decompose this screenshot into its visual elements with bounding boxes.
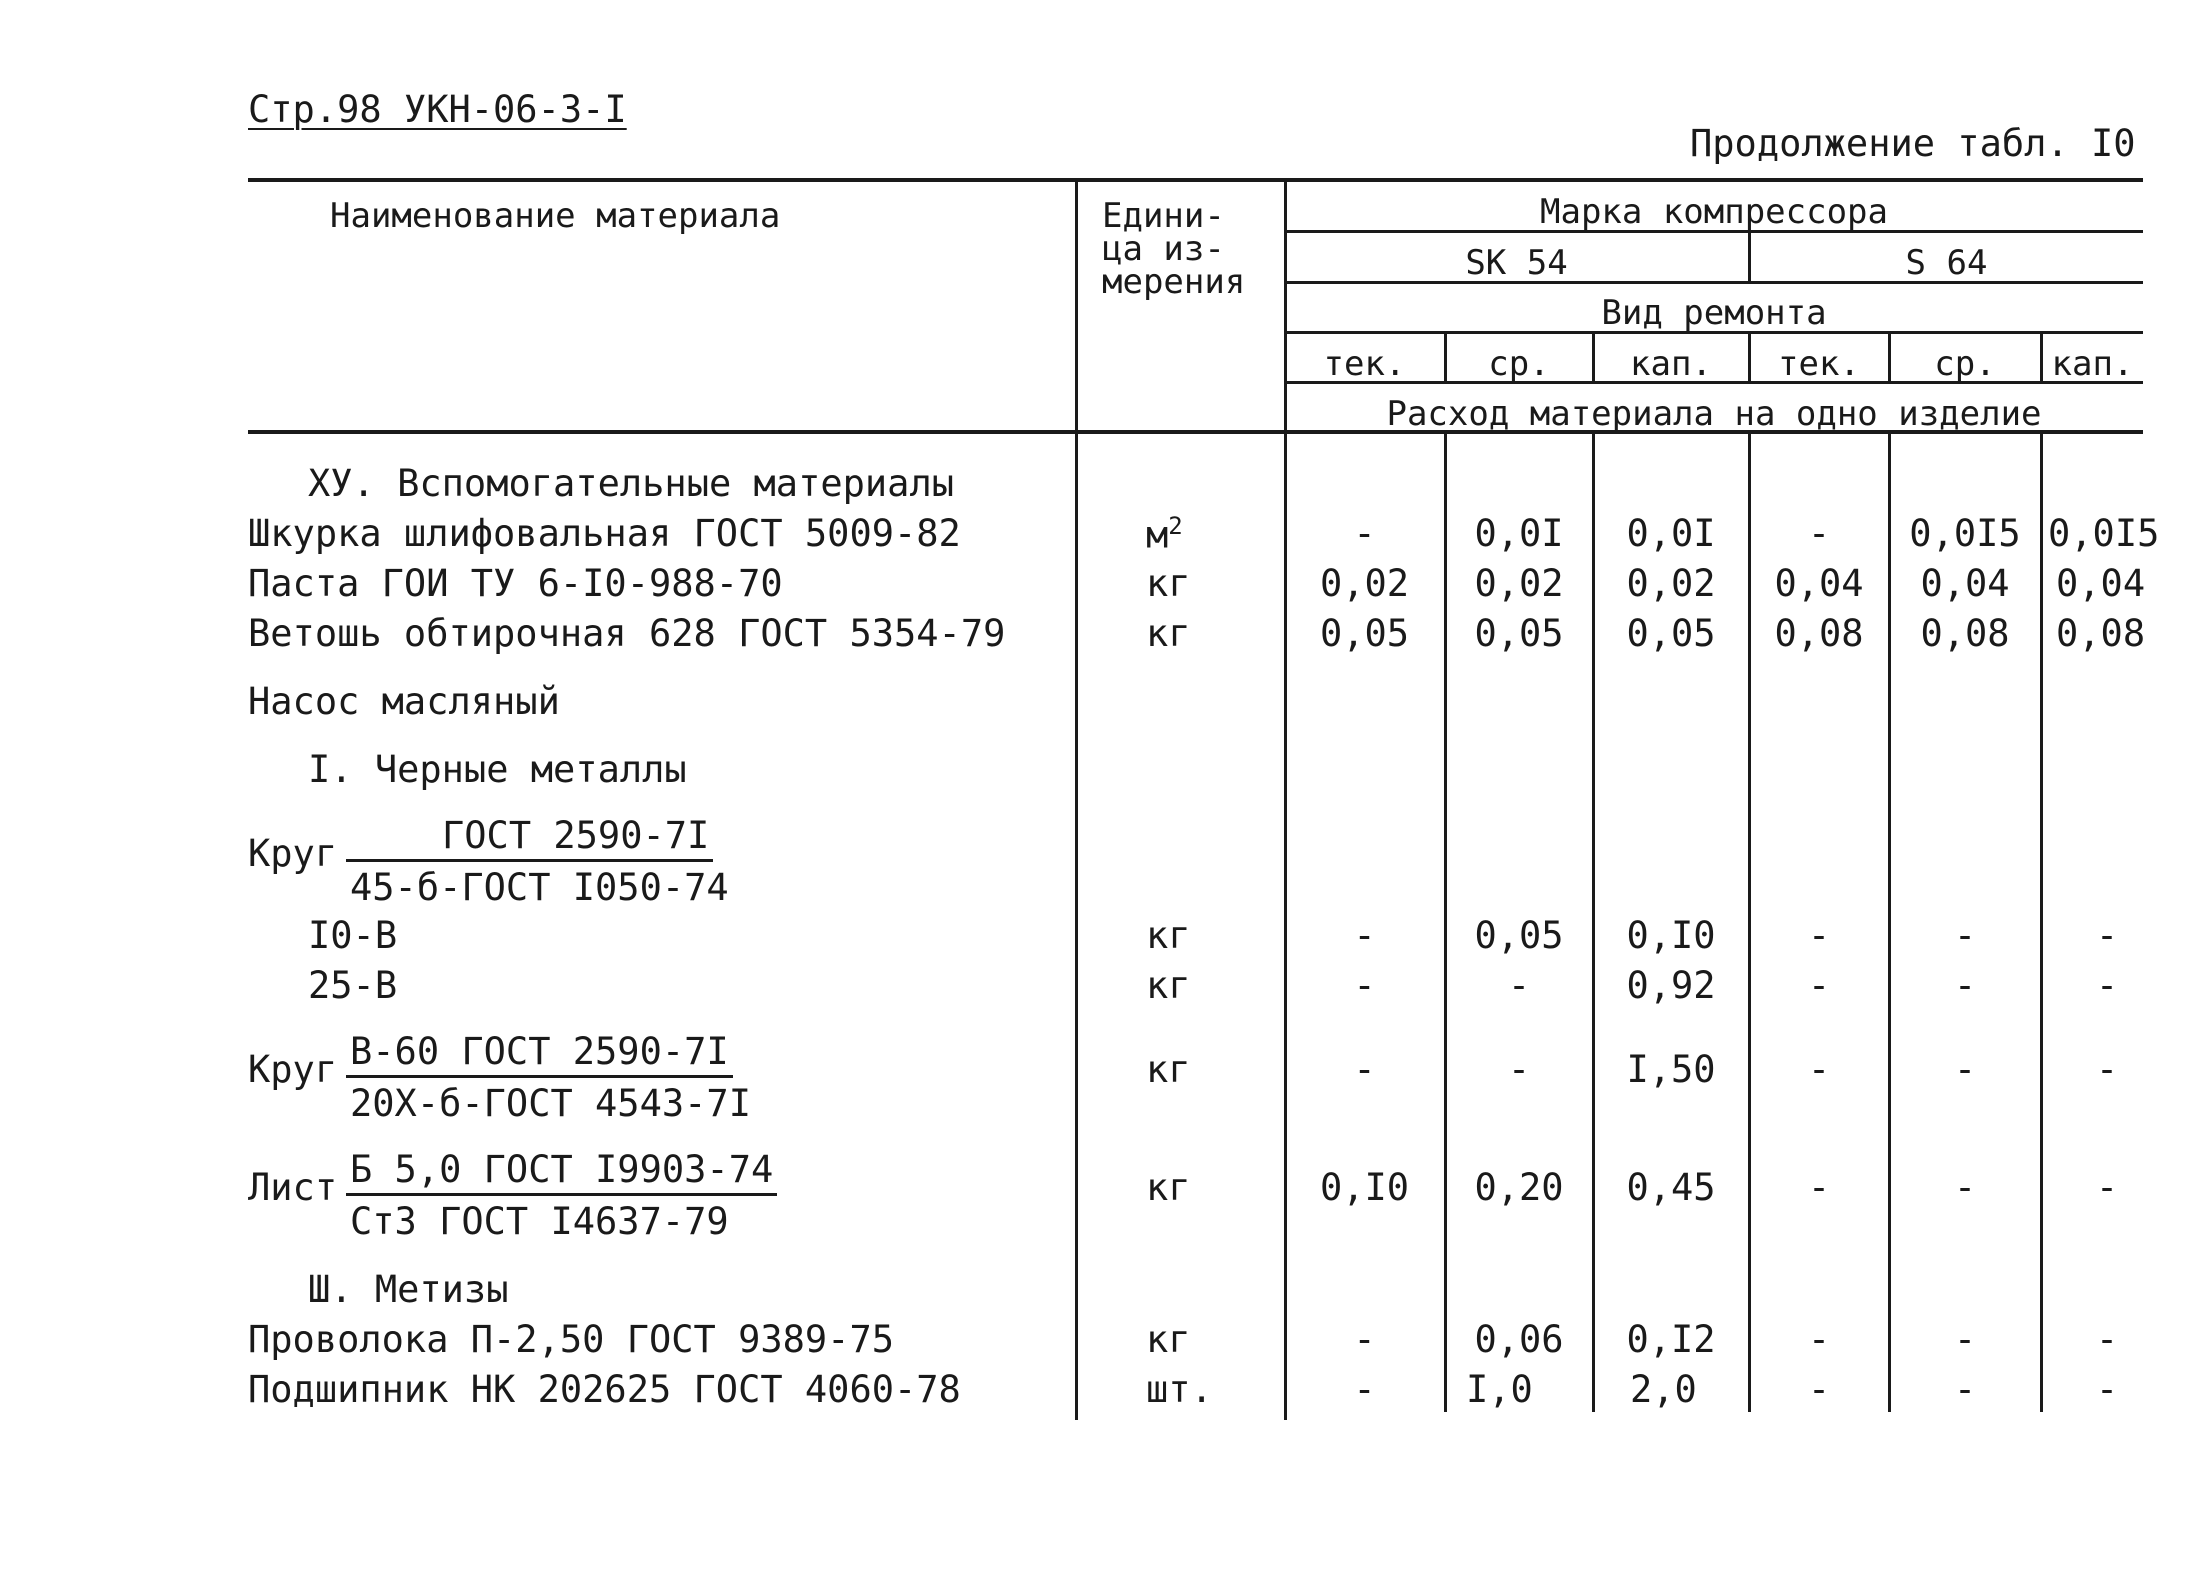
- section-heading: Ш. Метизы: [308, 1268, 509, 1311]
- cell: 0,0I: [1626, 512, 1716, 555]
- header-col-tek-2: тек.: [1778, 344, 1860, 384]
- cell: -: [2095, 1166, 2119, 1209]
- cell: 0,05: [1474, 914, 1564, 957]
- fraction-denominator: 20Х-б-ГОСТ 4543-7I: [350, 1082, 751, 1125]
- header-unit-line3: мерения: [1102, 262, 1246, 302]
- cell: I,0: [1466, 1368, 1533, 1411]
- cell: -: [1353, 914, 1376, 957]
- table-continuation-label: Продолжение табл. I0: [1690, 122, 2136, 165]
- cell: -: [1953, 1166, 1977, 1209]
- row-unit: кг: [1146, 1166, 1191, 1209]
- header-model-sk54: SK 54: [1465, 243, 1568, 283]
- cell: I,50: [1626, 1048, 1716, 1091]
- row-unit: [1146, 512, 1183, 556]
- fraction-label: Лист: [248, 1166, 338, 1209]
- pump-title: Насос масляный: [248, 680, 560, 723]
- cell: -: [1953, 1048, 1977, 1091]
- fraction-numerator: В-60 ГОСТ 2590-7I: [346, 1030, 733, 1078]
- header-unit-line2: ца из-: [1102, 229, 1225, 269]
- row-unit: кг: [1146, 562, 1191, 605]
- fraction: [346, 814, 733, 909]
- cell: 0,I0: [1626, 914, 1716, 957]
- row-name: I0-В: [308, 914, 398, 957]
- cell: 0,20: [1474, 1166, 1564, 1209]
- unit-text: м: [1146, 513, 1169, 557]
- cell: 0,08: [1774, 612, 1864, 655]
- row-name: Ветошь обтирочная 628 ГОСТ 5354-79: [248, 612, 1006, 655]
- cell: -: [2095, 1368, 2119, 1411]
- fraction: [346, 1030, 755, 1125]
- page-reference: Стр.98 УКН-06-3-I: [248, 88, 627, 131]
- cell: 0,04: [1920, 562, 2010, 605]
- cell: -: [2095, 1048, 2119, 1091]
- cell: 0,0I: [1474, 512, 1564, 555]
- header-col-sr-1: ср.: [1488, 344, 1550, 384]
- table-top-rule: [248, 178, 2143, 182]
- row-name: 25-В: [308, 964, 398, 1007]
- row-unit: кг: [1146, 914, 1191, 957]
- cell: -: [1807, 964, 1831, 1007]
- cell: -: [2095, 964, 2119, 1007]
- unit-superscript: 2: [1168, 512, 1183, 540]
- fraction-numerator: Б 5,0 ГОСТ I9903-74: [346, 1148, 777, 1196]
- cell: 0,05: [1626, 612, 1716, 655]
- header-model-s64: S 64: [1905, 243, 1988, 283]
- row-name: Проволока П-2,50 ГОСТ 9389-75: [248, 1318, 895, 1361]
- cell: -: [1807, 1048, 1831, 1091]
- cell: -: [1807, 1368, 1831, 1411]
- cell: -: [2095, 914, 2119, 957]
- fraction-numerator: ГОСТ 2590-7I: [346, 814, 713, 862]
- cell: -: [1353, 1368, 1376, 1411]
- section-heading: ХУ. Вспомогательные материалы: [308, 462, 955, 505]
- cell: -: [1807, 1166, 1831, 1209]
- fraction-label: Круг: [248, 832, 338, 875]
- col-divider-name: [1075, 180, 1078, 1420]
- cell: -: [1953, 1368, 1977, 1411]
- row-name: Паста ГОИ ТУ 6-I0-988-70: [248, 562, 783, 605]
- cell: -: [1953, 1318, 1977, 1361]
- row-unit: кг: [1146, 612, 1191, 655]
- row-name: Шкурка шлифовальная ГОСТ 5009-82: [248, 512, 961, 555]
- cell: 0,05: [1319, 612, 1410, 655]
- cell: 0,04: [2056, 562, 2146, 605]
- cell: -: [1353, 1048, 1376, 1091]
- row-name: Подшипник НК 202625 ГОСТ 4060-78: [248, 1368, 961, 1411]
- fraction-denominator: 45-б-ГОСТ I050-74: [350, 866, 729, 909]
- cell: 2,0: [1630, 1368, 1697, 1411]
- header-material-name: Наименование материала: [330, 196, 781, 236]
- row-unit: кг: [1146, 964, 1191, 1007]
- header-col-sr-2: ср.: [1934, 344, 1996, 384]
- section-heading: I. Черные металлы: [308, 748, 687, 791]
- cell: -: [1807, 512, 1831, 555]
- cell: -: [2095, 1318, 2119, 1361]
- cell: -: [1507, 964, 1531, 1007]
- header-col-kap-2: кап.: [2051, 344, 2134, 384]
- header-repair-type: Вид ремонта: [1601, 293, 1827, 333]
- cell: 0,02: [1319, 562, 1410, 605]
- cell: -: [1353, 1318, 1376, 1361]
- cell: 0,0I5: [2048, 512, 2160, 555]
- cell: 0,0I5: [1909, 512, 2021, 555]
- cell: 0,08: [1920, 612, 2010, 655]
- header-unit-line1: Едини-: [1102, 196, 1225, 236]
- cell: -: [1807, 1318, 1831, 1361]
- row-unit: кг: [1146, 1318, 1191, 1361]
- cell: 0,08: [2056, 612, 2146, 655]
- fraction-label: Круг: [248, 1048, 338, 1091]
- cell: -: [1353, 964, 1376, 1007]
- cell: 0,92: [1626, 964, 1716, 1007]
- header-compressor-brand: Марка компрессора: [1540, 192, 1888, 232]
- cell: 0,02: [1626, 562, 1716, 605]
- cell: -: [1807, 914, 1831, 957]
- header-consumption: Расход материала на одно изделие: [1386, 394, 2042, 434]
- row-unit: шт.: [1146, 1368, 1213, 1411]
- cell: 0,04: [1774, 562, 1864, 605]
- cell: -: [1953, 914, 1977, 957]
- cell: -: [1353, 512, 1376, 555]
- fraction: [346, 1148, 777, 1243]
- cell: 0,45: [1626, 1166, 1716, 1209]
- row-unit: кг: [1146, 1048, 1191, 1091]
- cell: -: [1953, 964, 1977, 1007]
- fraction-denominator: Ст3 ГОСТ I4637-79: [350, 1200, 729, 1243]
- cell: 0,05: [1474, 612, 1564, 655]
- header-col-kap-1: кап.: [1630, 344, 1712, 384]
- cell: 0,I2: [1626, 1318, 1716, 1361]
- cell: 0,06: [1474, 1318, 1564, 1361]
- cell: -: [1507, 1048, 1531, 1091]
- cell: 0,02: [1474, 562, 1564, 605]
- header-col-tek-1: тек.: [1323, 344, 1406, 384]
- cell: 0,I0: [1319, 1166, 1410, 1209]
